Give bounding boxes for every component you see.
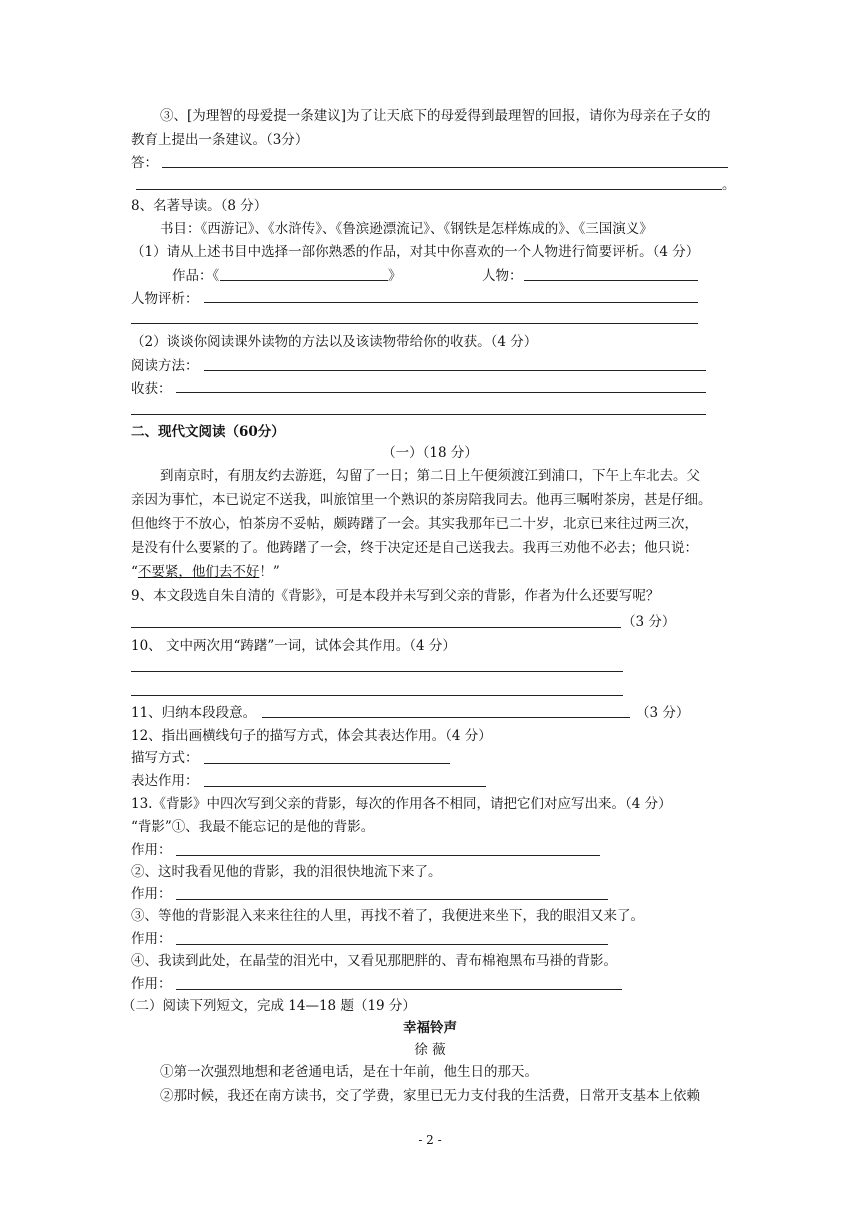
method-label: 阅读方法：: [131, 358, 199, 374]
q12-effect-blank[interactable]: [204, 786, 486, 787]
q11-blank[interactable]: [262, 717, 630, 718]
q13-item: “背影”①、我最不能忘记的是他的背影。: [131, 819, 375, 835]
part-two-heading: （二）阅读下列短文，完成 14—18 题（19 分）: [122, 998, 416, 1014]
q13-effect-label: 作用：: [131, 976, 172, 992]
section-heading: 二、现代文阅读（60分）: [131, 424, 285, 440]
passage-line: 亲因为事忙，本已说定不送我，叫旅馆里一个熟识的茶房陪我同去。他再三嘱咐茶房，甚是仔细。: [131, 492, 712, 508]
q9-prompt: 9、本文段选自朱自清的《背影》，可是本段并未写到父亲的背影，作者为什么还要写呢？: [131, 588, 660, 604]
q13-item: ②、这时我看见他的背影，我的泪很快地流下来了。: [131, 864, 442, 880]
q13-item: ④、我读到此处，在晶莹的泪光中，又看见那肥胖的、青布棉袍黑布马褂的背影。: [131, 953, 617, 969]
q7-3-line1: ③、[为理智的母爱提一条建议]为了让天底下的母爱得到最理智的回报，请你为母亲在子女的: [160, 108, 711, 124]
passage-line: 但他终于不放心，怕茶房不妥帖，颇踌躇了一会。其实我那年已二十岁，北京已来往过两三次，: [131, 516, 698, 532]
gain-blank[interactable]: [176, 392, 706, 393]
evaluation-blank[interactable]: [131, 323, 698, 324]
q11-score: （3 分）: [636, 705, 690, 721]
article-author: 徐 薇: [414, 1042, 446, 1058]
underlined-sentence: 不要紧，他们去不好: [137, 564, 260, 580]
evaluation-blank[interactable]: [204, 302, 698, 303]
answer-blank[interactable]: [136, 189, 722, 190]
q10-blank[interactable]: [131, 695, 623, 696]
q8-2-prompt: （2）谈谈你阅读课外读物的方法以及该读物带给你的收获。（4 分）: [131, 334, 538, 350]
page-number: - 2 -: [418, 1133, 442, 1147]
q13-blank[interactable]: [176, 989, 622, 990]
q8-title: 8、名著导读。（8 分）: [131, 198, 268, 214]
q10-prompt: 10、 文中两次用“踌躇”一词，试体会其作用。（4 分）: [131, 638, 456, 654]
passage-line: 是没有什么要紧的了。他踌躇了一会，终于决定还是自己送我去。我再三劝他不必去；他只说：: [131, 540, 698, 556]
period: 。: [722, 177, 736, 193]
q10-blank[interactable]: [131, 671, 623, 672]
q13-prompt: 13.《背影》中四次写到父亲的背影，每次的作用各不相同，请把它们对应写出来。（4 分）: [131, 796, 672, 812]
work-blank[interactable]: [220, 280, 388, 281]
gain-label: 收获：: [131, 381, 172, 397]
part-one-heading: （一）（18 分）: [382, 445, 478, 461]
q8-booklist: 书目：《西游记》、《水浒传》、《鲁滨逊漂流记》、《钢铁是怎样炼成的》、《三国演义》: [160, 221, 653, 237]
passage-line: 到南京时，有朋友约去游逛，勾留了一日；第二日上午便须渡江到浦口，下午上车北去。父: [160, 468, 700, 484]
q7-3-line2: 教育上提出一条建议。（3分）: [131, 132, 309, 148]
passage-line: “不要紧，他们去不好！”: [131, 564, 280, 580]
q8-1-prompt: （1）请从上述书目中选择一部你熟悉的作品，对其中你喜欢的一个人物进行简要评析。（4 分）: [131, 244, 700, 260]
evaluation-label: 人物评析：: [131, 291, 199, 307]
answer-blank[interactable]: [162, 167, 728, 168]
q12-method-label: 描写方式：: [131, 750, 199, 766]
work-close: 》: [388, 268, 402, 284]
q9-score: （3 分）: [622, 614, 676, 630]
q13-effect-label: 作用：: [131, 886, 172, 902]
work-label: 作品：《: [172, 268, 220, 284]
character-label: 人物：: [482, 268, 523, 284]
q13-blank[interactable]: [176, 899, 608, 900]
q9-blank[interactable]: [131, 627, 621, 628]
q13-effect-label: 作用：: [131, 931, 172, 947]
q13-blank[interactable]: [176, 944, 608, 945]
q11-prompt: 11、归纳本段段意。: [131, 705, 257, 721]
q12-method-blank[interactable]: [204, 763, 450, 764]
q13-effect-label: 作用：: [131, 842, 172, 858]
q13-blank[interactable]: [176, 855, 600, 856]
q12-prompt: 12、指出画横线句子的描写方式，体会其表达作用。（4 分）: [131, 728, 492, 744]
article-paragraph: ②那时候，我还在南方读书，交了学费，家里已无力支付我的生活费，日常开支基本上依赖: [160, 1088, 700, 1104]
article-paragraph: ①第一次强烈地想和老爸通电话，是在十年前，他生日的那天。: [160, 1064, 538, 1080]
gain-blank[interactable]: [131, 414, 706, 415]
answer-label: 答：: [131, 155, 158, 171]
q13-item: ③、等他的背影混入来来往往的人里，再找不着了，我便进来坐下，我的眼泪又来了。: [131, 908, 644, 924]
method-blank[interactable]: [204, 370, 706, 371]
character-blank[interactable]: [524, 280, 698, 281]
q12-effect-label: 表达作用：: [131, 773, 199, 789]
article-title: 幸福铃声: [403, 1020, 457, 1036]
